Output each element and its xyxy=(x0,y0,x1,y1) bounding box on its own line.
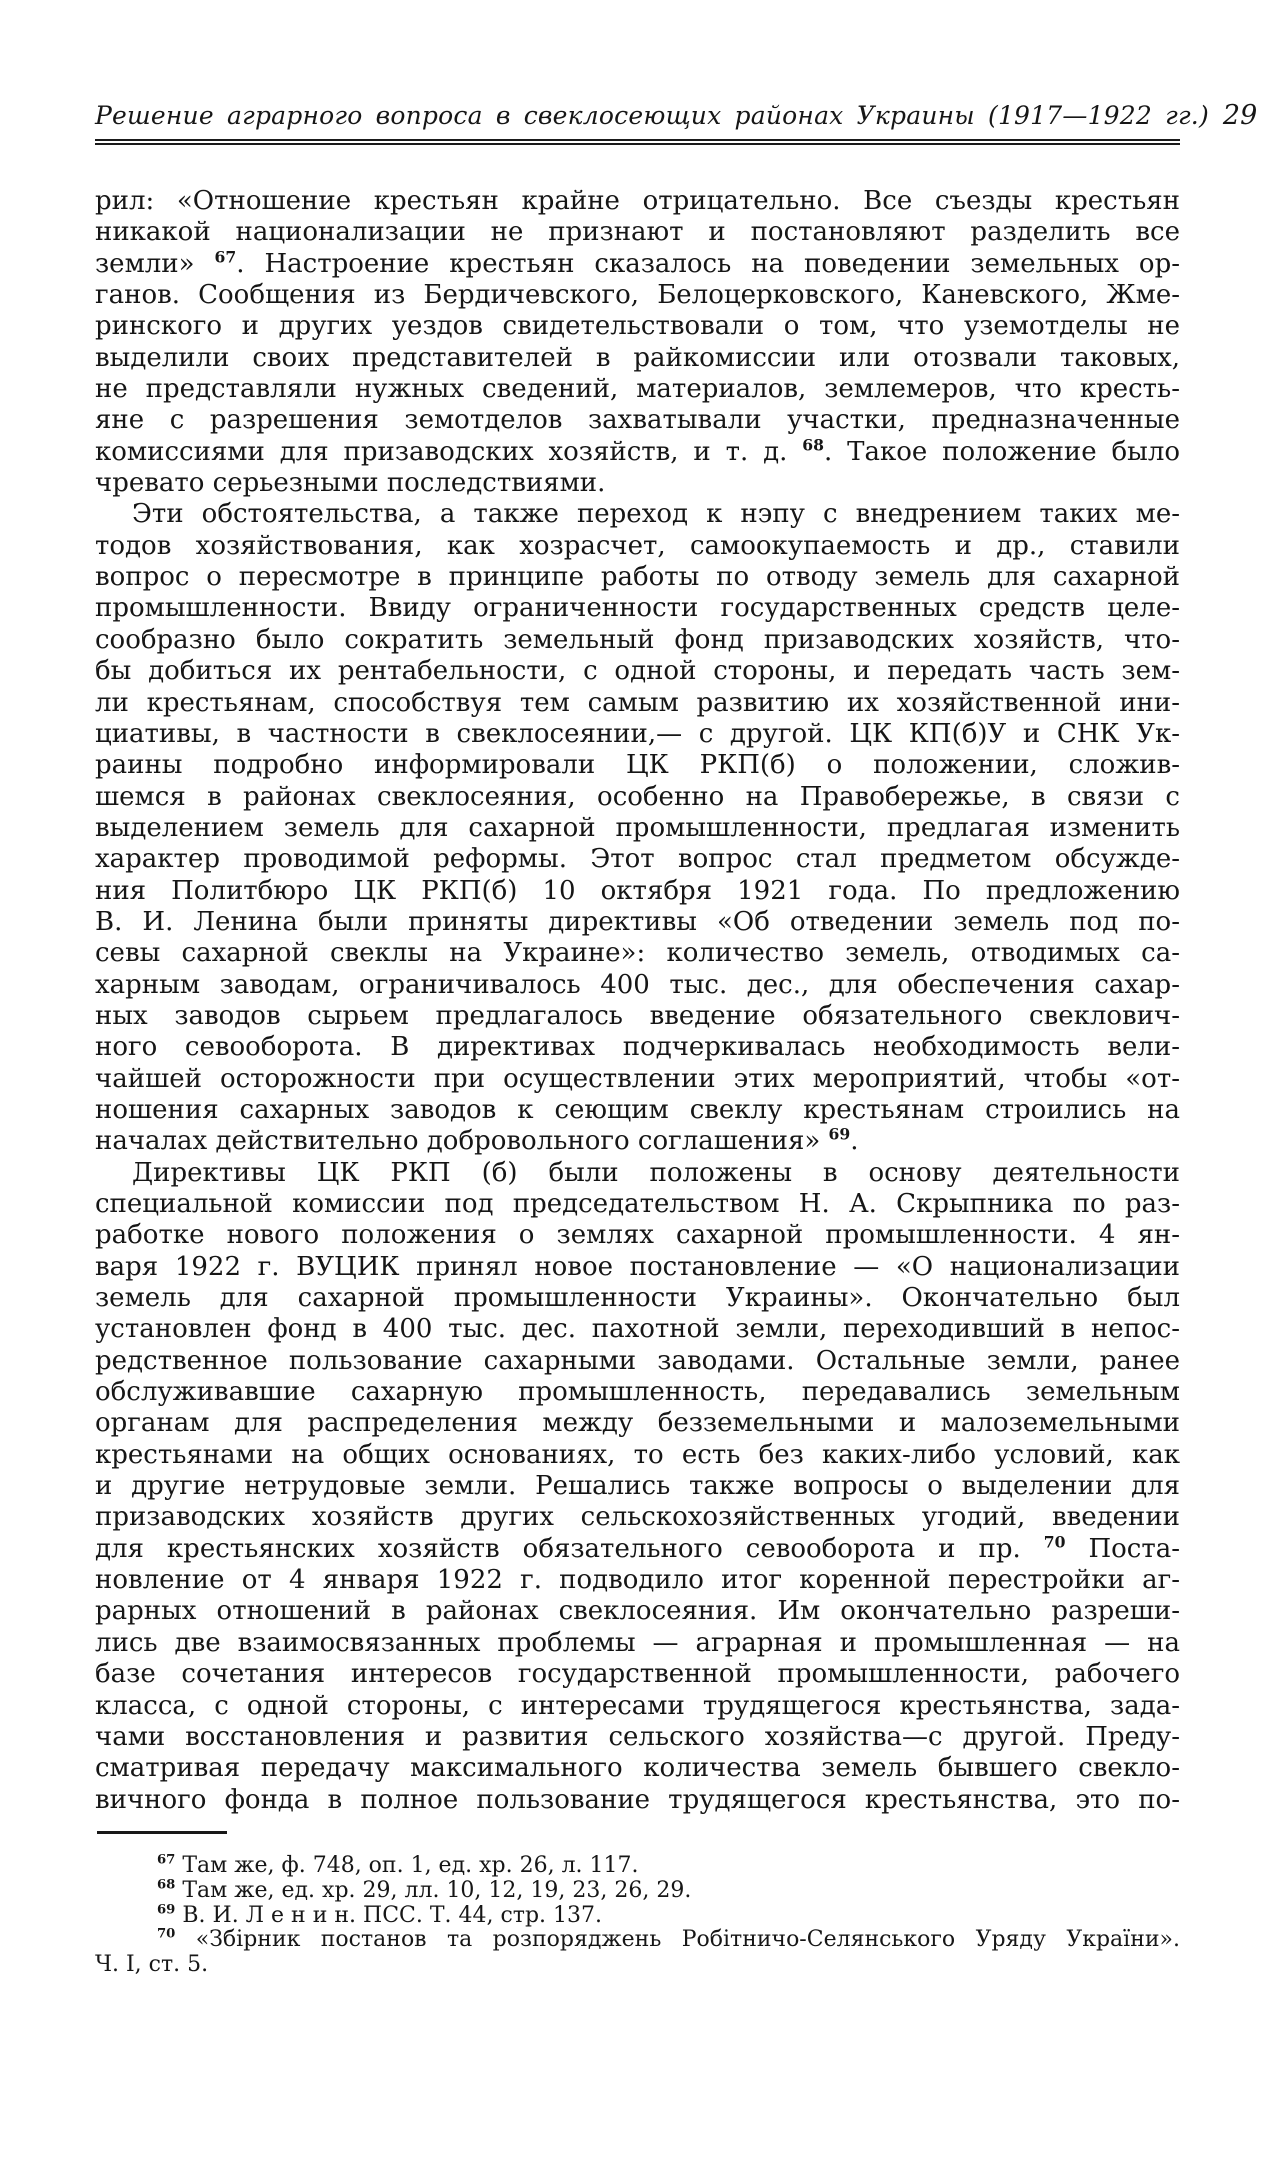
footnote-line: $^{70}$ «Збірник постанов та розпоряджень Робітничо-Селянського Уряду України». xyxy=(157,1927,1180,1953)
footnote-ref: 67 xyxy=(214,247,237,267)
footnote-rule xyxy=(97,1831,227,1834)
text-line: редственное пользование сахарными заводами. Остальные земли, ранее xyxy=(95,1345,1180,1376)
text-line: вичного фонда в полное пользование трудящегося крестьянства, это по- xyxy=(95,1784,1180,1815)
footnote-line: $^{68}$ Там же, ед. хр. 29, лл. 10, 12, 19, 23, 26, 29. xyxy=(157,1877,692,1903)
footnote-line: $^{67}$ Там же, ф. 748, оп. 1, ед. хр. 26, л. 117. xyxy=(157,1852,639,1878)
text-line: никакой национализации не признают и постановляют разделить все xyxy=(95,217,1180,248)
text-line: бы добиться их рентабельности, с одной стороны, и передать часть зем- xyxy=(95,656,1180,687)
text-line: ли крестьянам, способствуя тем самым развитию их хозяйственной ини- xyxy=(95,687,1180,718)
text-line: сматривая передачу максимального количества земель бывшего свекло- xyxy=(95,1753,1180,1784)
header-double-rule xyxy=(95,139,1180,145)
text-line: тодов хозяйствования, как хозрасчет, самоокупаемость и др., ставили xyxy=(95,530,1180,561)
footnote-ref: 69 xyxy=(157,1902,176,1918)
page-content xyxy=(95,0,1258,2160)
text-line: началах действительно добровольного соглашения» $^{69}$. xyxy=(95,1124,859,1157)
footnote-line: $^{69}$ В. И. Л е н и н. ПСС. Т. 44, стр. 137. xyxy=(157,1902,603,1928)
text-line: земли» $^{67}$. Настроение крестьян сказалось на поведении земельных ор- xyxy=(95,247,1181,279)
text-line: комиссиями для призаводских хозяйств, и т. д. $^{68}$. Такое положение было xyxy=(95,435,1180,467)
text-line: ринского и других уездов свидетельствовали о том, что уземотделы не xyxy=(95,311,1180,342)
text-line: обслуживавшие сахарную промышленность, передавались земельным xyxy=(95,1377,1180,1408)
text-line: класса, с одной стороны, с интересами трудящегося крестьянства, зада- xyxy=(95,1690,1180,1721)
footnote-ref: 68 xyxy=(802,435,824,455)
text-line: выделили своих представителей в райкомиссии или отозвали таковых, xyxy=(95,342,1180,373)
text-line: циативы, в частности в свеклосеянии,— с другой. ЦК КП(б)У и СНК Ук- xyxy=(95,718,1180,749)
text-line: рил: «Отношение крестьян крайне отрицательно. Все съезды крестьян xyxy=(95,186,1180,216)
text-line: раины подробно информировали ЦК РКП(б) о положении, сложив- xyxy=(95,750,1180,781)
text-line: рарных отношений в районах свеклосеяния. Им окончательно разреши- xyxy=(95,1596,1180,1627)
text-line: яне с разрешения земотделов захватывали участки, предназначенные xyxy=(95,405,1180,436)
text-line: промышленности. Ввиду ограниченности государственных средств целе- xyxy=(95,593,1180,624)
footnote-ref: 68 xyxy=(157,1877,176,1893)
text-line: харным заводам, ограничивалось 400 тыс. дес., для обеспечения сахар- xyxy=(95,969,1180,1000)
text-line: выделением земель для сахарной промышленности, предлагая изменить xyxy=(95,812,1180,843)
text-line: не представляли нужных сведений, материалов, землемеров, что кресть- xyxy=(95,374,1180,405)
paragraph xyxy=(95,186,1180,499)
text-line: новление от 4 января 1922 г. подводило итог коренной перестройки аг- xyxy=(95,1565,1180,1596)
footnote-ref: 67 xyxy=(157,1852,176,1868)
text-line: ного севооборота. В директивах подчеркивалась необходимость вели- xyxy=(95,1032,1180,1063)
page-number: 29 xyxy=(1222,100,1258,131)
text-line: ганов. Сообщения из Бердичевского, Белоцерковского, Каневского, Жме- xyxy=(95,280,1180,311)
text-line: призаводских хозяйств других сельскохозяйственных угодий, введении xyxy=(95,1502,1180,1533)
footnotes xyxy=(95,1854,1180,1978)
text-line: базе сочетания интересов государственной промышленности, рабочего xyxy=(95,1659,1180,1690)
text-line: и другие нетрудовые земли. Решались также вопросы о выделении для xyxy=(95,1471,1180,1502)
text-line: шемся в районах свеклосеяния, особенно на Правобережье, в связи с xyxy=(95,781,1180,812)
text-line: ношения сахарных заводов к сеющим свеклу крестьянам строились на xyxy=(95,1094,1180,1125)
text-line: варя 1922 г. ВУЦИК принял новое постановление — «О национализации xyxy=(95,1251,1180,1282)
paragraph xyxy=(95,1158,1180,1816)
text-line: Эти обстоятельства, а также переход к нэпу с внедрением таких ме- xyxy=(132,499,1180,530)
text-line: лись две взаимосвязанных проблемы — аграрная и промышленная — на xyxy=(95,1627,1180,1658)
footnote-ref: 69 xyxy=(828,1124,851,1144)
text-line: сообразно было сократить земельный фонд призаводских хозяйств, что- xyxy=(95,624,1180,655)
footnote-ref: 70 xyxy=(1043,1532,1066,1552)
text-line: органам для распределения между безземельными и малоземельными xyxy=(95,1408,1180,1439)
text-line: севы сахарной свеклы на Украине»: количество земель, отводимых са- xyxy=(95,938,1180,969)
text-line: вопрос о пересмотре в принципе работы по отводу земель для сахарной xyxy=(95,562,1180,593)
paragraph xyxy=(95,499,1180,1157)
text-line: ния Политбюро ЦК РКП(б) 10 октября 1921 года. По предложению xyxy=(95,875,1180,906)
text-line: характер проводимой реформы. Этот вопрос стал предметом обсужде- xyxy=(95,844,1180,875)
text-line: ных заводов сырьем предлагалось введение обязательного свеклович- xyxy=(95,1000,1180,1031)
running-header-title: Решение аграрного вопроса в свеклосеющих районах Украины (1917—1922 гг.) xyxy=(95,101,1209,130)
text-line: чами восстановления и развития сельского хозяйства—с другой. Преду- xyxy=(95,1721,1180,1752)
footnote-ref: 70 xyxy=(157,1927,176,1943)
text-line: работке нового положения о землях сахарной промышленности. 4 ян- xyxy=(95,1220,1180,1251)
text-line: установлен фонд в 400 тыс. дес. пахотной земли, переходивший в непос- xyxy=(95,1314,1180,1345)
footnote-line: Ч. I, ст. 5. xyxy=(95,1952,209,1978)
text-line: специальной комиссии под председательством Н. А. Скрыпника по раз- xyxy=(95,1189,1180,1219)
text-line: Директивы ЦК РКП (б) были положены в основу деятельности xyxy=(132,1157,1180,1188)
body-text xyxy=(95,186,1180,1816)
text-line: чайшей осторожности при осуществлении этих мероприятий, чтобы «от- xyxy=(95,1063,1180,1094)
text-line: земель для сахарной промышленности Украины». Окончательно был xyxy=(95,1283,1180,1314)
text-line: для крестьянских хозяйств обязательного севооборота и пр. $^{70}$ Поста- xyxy=(95,1532,1181,1564)
text-line: В. И. Ленина были приняты директивы «Об отведении земель под по- xyxy=(95,906,1180,937)
running-header xyxy=(95,100,1258,131)
text-line: чревато серьезными последствиями. xyxy=(95,468,606,499)
text-line: крестьянами на общих основаниях, то есть без каких-либо условий, как xyxy=(95,1439,1180,1470)
